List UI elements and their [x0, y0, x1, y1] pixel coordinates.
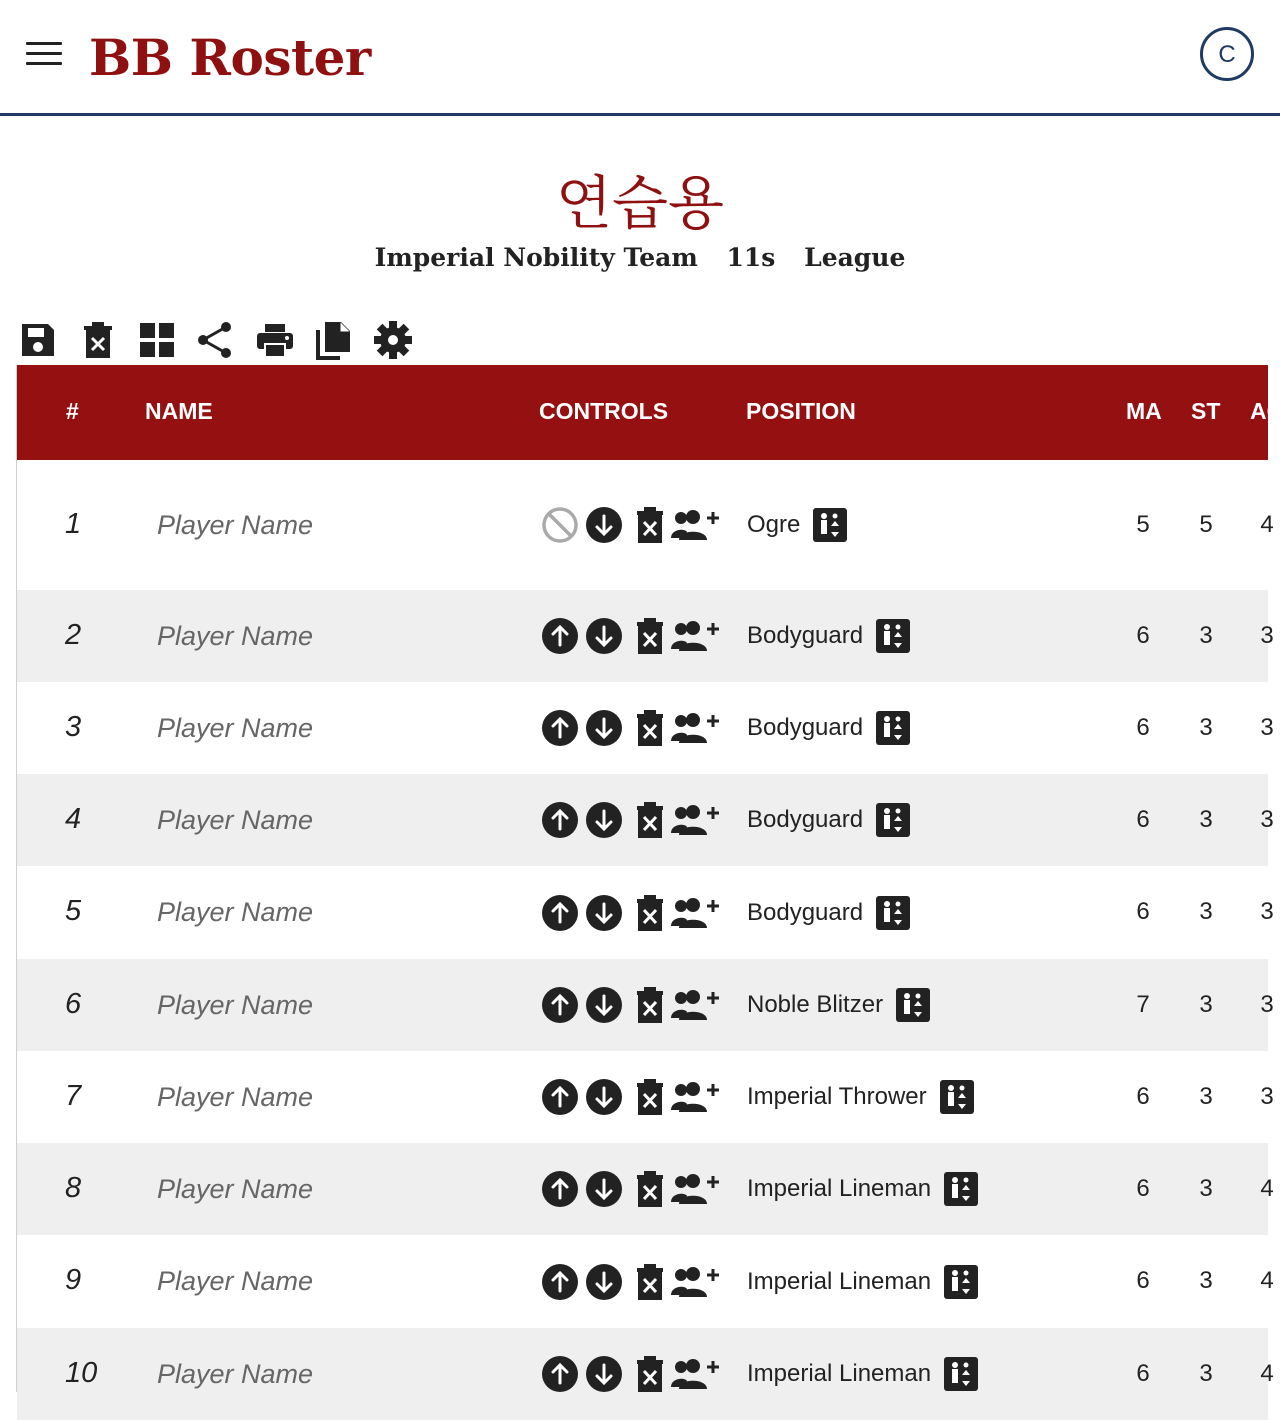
position-name: Imperial Lineman	[747, 1360, 932, 1387]
table-row	[17, 682, 1274, 774]
app-title[interactable]: BB Roster	[89, 28, 371, 87]
move-up-icon[interactable]	[541, 1078, 579, 1121]
row-number: 9	[65, 1264, 82, 1297]
row-number: 5	[65, 895, 82, 928]
header-controls: CONTROLS	[539, 398, 669, 424]
position-cell	[747, 1355, 978, 1393]
stat-ma: 6	[1136, 1267, 1150, 1295]
row-number: 3	[65, 710, 82, 743]
position-name: Imperial Lineman	[747, 1267, 932, 1295]
add-player-icon[interactable]	[671, 711, 719, 750]
position-name: Bodyguard	[747, 622, 864, 649]
stat-st: 3	[1199, 898, 1213, 926]
move-down-icon[interactable]	[585, 506, 623, 549]
position-cell	[747, 801, 910, 839]
row-number: 6	[65, 987, 82, 1020]
row-number: 1	[65, 507, 82, 540]
row-number: 8	[65, 1171, 82, 1204]
position-cell	[747, 1263, 978, 1301]
player-name-input[interactable]	[157, 506, 487, 544]
stat-ma: 6	[1136, 805, 1150, 833]
player-name-input[interactable]	[157, 1170, 487, 1208]
delete-player-icon[interactable]	[635, 1355, 665, 1398]
user-avatar[interactable]: C	[1200, 27, 1254, 81]
table-row	[17, 590, 1274, 682]
stat-ag: 4	[1260, 1359, 1274, 1387]
player-name-input[interactable]	[157, 1263, 487, 1301]
move-down-icon[interactable]	[585, 1078, 623, 1121]
add-player-icon[interactable]	[671, 619, 719, 658]
delete-team-icon[interactable]	[78, 320, 118, 360]
stat-st: 3	[1199, 1359, 1213, 1387]
add-player-icon[interactable]	[671, 896, 719, 935]
stat-ag: 4	[1260, 1174, 1274, 1202]
share-icon[interactable]	[195, 320, 235, 360]
stat-ag: 3	[1260, 805, 1274, 833]
stat-ag: 3	[1260, 898, 1274, 926]
header-num[interactable]: #	[66, 398, 79, 424]
position-name: Ogre	[747, 511, 801, 538]
change-position-icon[interactable]	[876, 896, 910, 930]
header-position[interactable]: POSITION	[746, 398, 856, 424]
team-race: Imperial Nobility Team	[374, 243, 698, 272]
position-name: Imperial Lineman	[747, 1175, 932, 1202]
header-st[interactable]: ST	[1191, 398, 1221, 424]
position-cell	[747, 506, 847, 544]
stat-ma: 6	[1136, 898, 1150, 926]
move-up-disabled-icon	[541, 506, 579, 549]
table-row	[17, 1328, 1274, 1420]
change-position-icon[interactable]	[944, 1172, 978, 1206]
change-position-icon[interactable]	[940, 1080, 974, 1114]
table-row	[17, 959, 1274, 1051]
table-row	[17, 1143, 1274, 1235]
move-down-icon[interactable]	[585, 709, 623, 752]
stat-ag: 4	[1260, 510, 1274, 538]
table-row	[17, 866, 1274, 959]
move-up-icon[interactable]	[541, 1170, 579, 1213]
roster-table	[16, 365, 1285, 1392]
table-row	[17, 460, 1274, 590]
stat-ma: 5	[1136, 510, 1150, 538]
header-ag[interactable]: AG	[1250, 398, 1285, 424]
add-player-icon[interactable]	[671, 1172, 719, 1211]
stat-ag: 4	[1260, 1267, 1274, 1295]
add-player-icon[interactable]	[671, 1357, 719, 1396]
delete-player-icon[interactable]	[635, 1078, 665, 1121]
delete-player-icon[interactable]	[635, 617, 665, 660]
change-position-icon[interactable]	[944, 1265, 978, 1299]
add-player-icon[interactable]	[671, 1080, 719, 1119]
add-player-icon[interactable]	[671, 1265, 719, 1304]
table-row	[17, 1051, 1274, 1143]
row-number: 10	[65, 1356, 98, 1389]
add-player-icon[interactable]	[671, 988, 719, 1027]
copy-icon[interactable]	[314, 320, 354, 360]
stat-ma: 6	[1136, 1082, 1150, 1110]
change-position-icon[interactable]	[813, 508, 847, 542]
move-up-icon[interactable]	[541, 801, 579, 844]
app-bar	[0, 0, 1280, 116]
position-cell	[747, 986, 930, 1024]
move-down-icon[interactable]	[585, 801, 623, 844]
stat-ag: 3	[1260, 621, 1274, 649]
delete-player-icon[interactable]	[635, 709, 665, 752]
move-down-icon[interactable]	[585, 986, 623, 1029]
player-name-input[interactable]	[157, 709, 487, 747]
player-name-input[interactable]	[157, 1078, 487, 1116]
change-position-icon[interactable]	[944, 1357, 978, 1391]
stat-st: 3	[1199, 1267, 1213, 1295]
move-up-icon[interactable]	[541, 894, 579, 937]
stat-st: 3	[1199, 1174, 1213, 1202]
position-cell	[747, 617, 910, 655]
team-info	[0, 240, 1280, 276]
delete-player-icon[interactable]	[635, 801, 665, 844]
position-name: Bodyguard	[747, 806, 864, 833]
row-number: 2	[65, 618, 82, 651]
position-name: Noble Blitzer	[747, 991, 884, 1018]
player-name-input[interactable]	[157, 801, 487, 839]
stat-ma: 6	[1136, 1359, 1150, 1387]
position-cell	[747, 709, 910, 747]
stat-ma: 6	[1136, 713, 1150, 741]
player-name-input[interactable]	[157, 986, 487, 1024]
position-cell	[747, 1078, 974, 1116]
header-name[interactable]: NAME	[145, 398, 213, 424]
position-cell	[747, 894, 910, 932]
settings-icon[interactable]	[373, 320, 413, 360]
add-player-icon[interactable]	[671, 508, 719, 547]
table-row	[17, 774, 1274, 866]
delete-player-icon[interactable]	[635, 894, 665, 937]
player-name-input[interactable]	[157, 617, 487, 655]
stat-st: 5	[1199, 510, 1213, 538]
position-name: Bodyguard	[747, 898, 864, 926]
grid-view-icon[interactable]	[137, 320, 177, 360]
stat-ag: 3	[1260, 713, 1274, 741]
team-name: 연습용	[555, 169, 725, 237]
delete-player-icon[interactable]	[635, 506, 665, 549]
move-down-icon[interactable]	[585, 1263, 623, 1306]
position-name: Imperial Thrower	[747, 1083, 927, 1110]
header-ma[interactable]: MA	[1126, 398, 1162, 424]
team-league-type: League	[804, 243, 906, 272]
delete-player-icon[interactable]	[635, 986, 665, 1029]
stat-st: 3	[1199, 805, 1213, 833]
move-up-icon[interactable]	[541, 986, 579, 1029]
table-row	[17, 1235, 1274, 1328]
move-down-icon[interactable]	[585, 1355, 623, 1398]
change-position-icon[interactable]	[876, 711, 910, 745]
position-name: Bodyguard	[747, 714, 864, 741]
stat-st: 3	[1199, 713, 1213, 741]
move-down-icon[interactable]	[585, 894, 623, 937]
change-position-icon[interactable]	[896, 988, 930, 1022]
move-up-icon[interactable]	[541, 617, 579, 660]
position-cell	[747, 1170, 978, 1208]
move-up-icon[interactable]	[541, 1263, 579, 1306]
row-number: 7	[65, 1079, 82, 1112]
stat-ag: 3	[1260, 990, 1274, 1018]
stat-ma: 6	[1136, 621, 1150, 649]
hamburger-menu-icon[interactable]	[26, 42, 62, 70]
player-name-input[interactable]	[157, 894, 487, 932]
print-icon[interactable]	[255, 320, 295, 360]
change-position-icon[interactable]	[876, 619, 910, 653]
stat-st: 3	[1199, 990, 1213, 1018]
move-down-icon[interactable]	[585, 1170, 623, 1213]
stat-st: 3	[1199, 1082, 1213, 1110]
save-icon[interactable]	[18, 320, 58, 360]
delete-player-icon[interactable]	[635, 1263, 665, 1306]
move-up-icon[interactable]	[541, 709, 579, 752]
move-down-icon[interactable]	[585, 617, 623, 660]
stat-ag: 3	[1260, 1082, 1274, 1110]
team-format: 11s	[726, 243, 776, 272]
add-player-icon[interactable]	[671, 803, 719, 842]
row-number: 4	[65, 802, 82, 835]
stat-ma: 6	[1136, 1174, 1150, 1202]
change-position-icon[interactable]	[876, 803, 910, 837]
table-header	[17, 365, 1285, 460]
stat-st: 3	[1199, 621, 1213, 649]
move-up-icon[interactable]	[541, 1355, 579, 1398]
player-name-input[interactable]	[157, 1355, 487, 1393]
stat-ma: 7	[1136, 990, 1150, 1018]
delete-player-icon[interactable]	[635, 1170, 665, 1213]
